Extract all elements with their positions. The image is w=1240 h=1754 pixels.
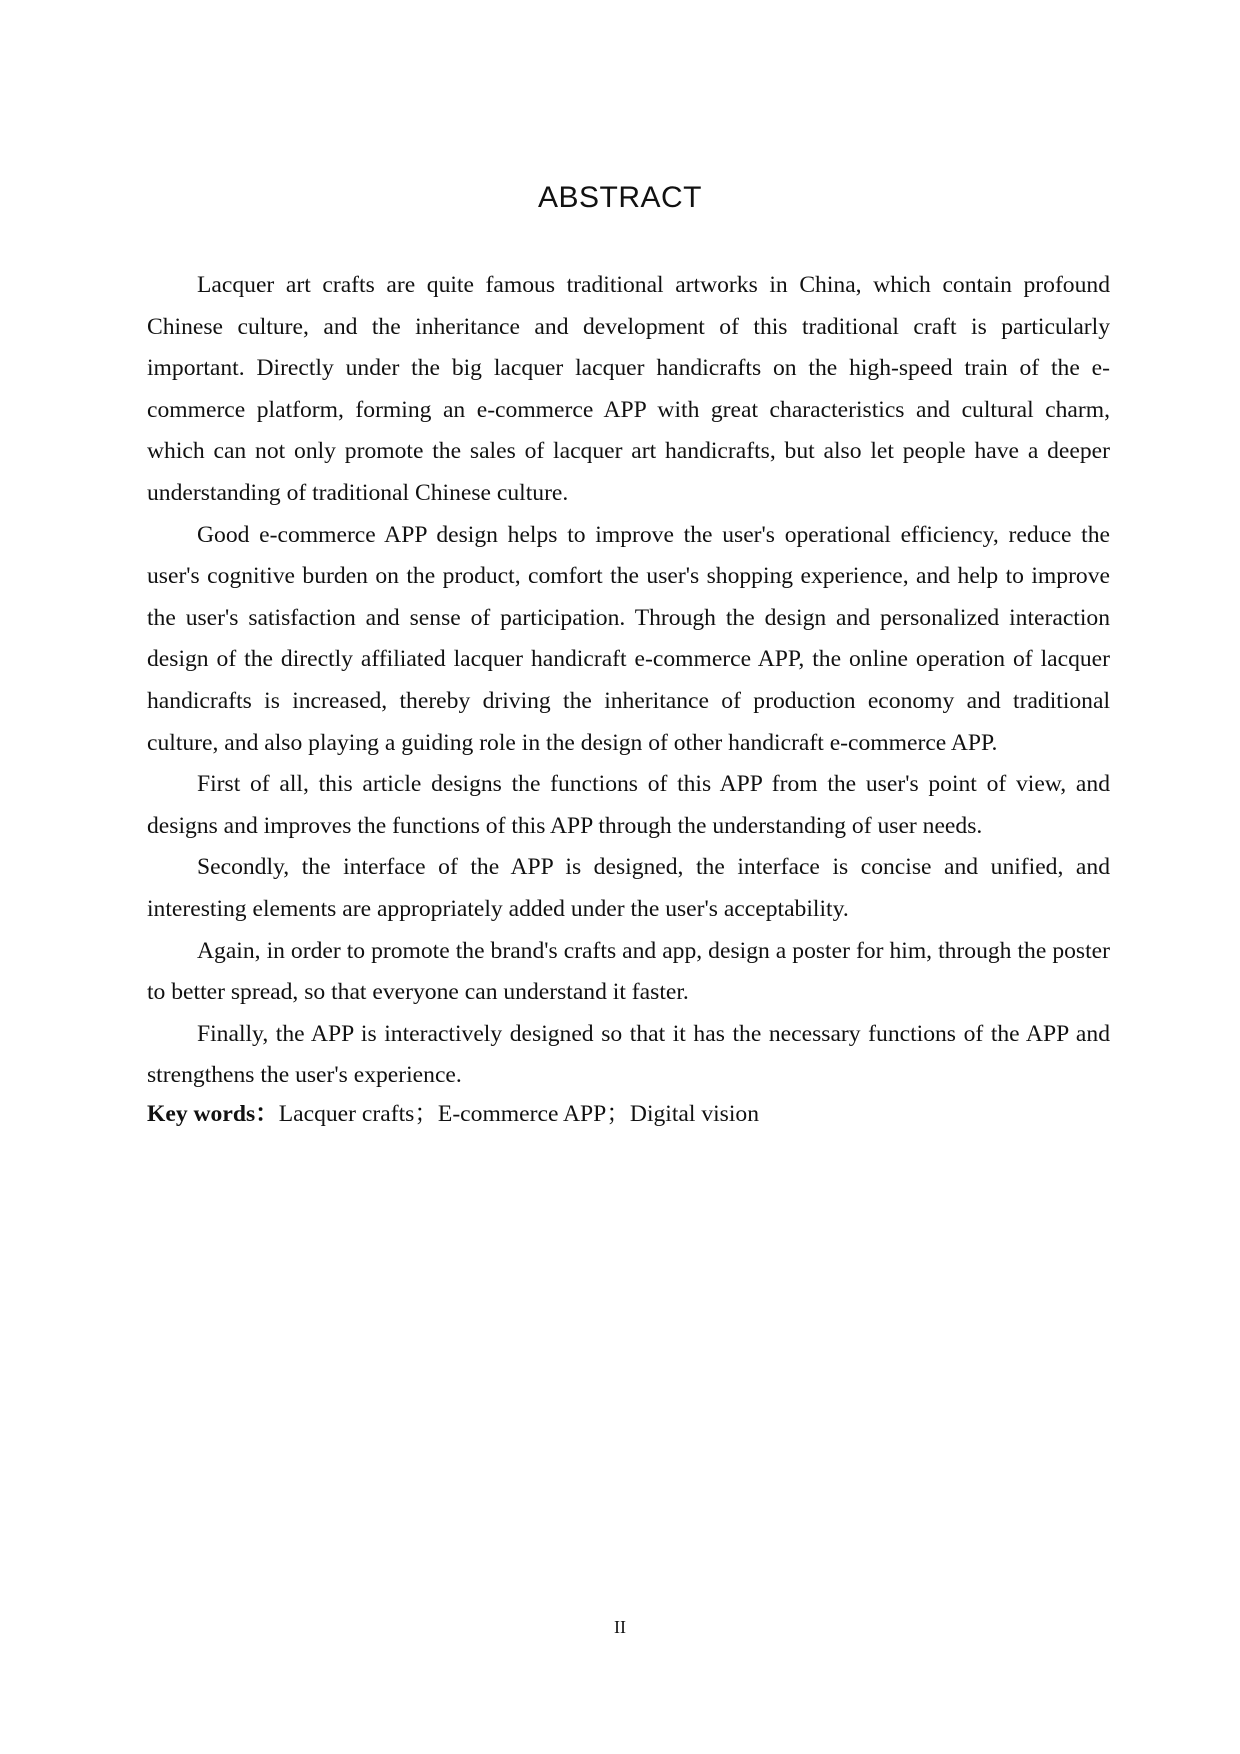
abstract-paragraph-1: Lacquer art crafts are quite famous traditional artworks in China, which contain profound Chinese culture, and the inheritance and development of this traditional craft is particularly important. Directly under the big lacquer lacquer handicrafts on the high-speed train of the e-commerce platform, forming an e-commerce APP with great characteristics and cultural charm, which can not only promote the sales of lacquer art handicrafts, but also let people have a deeper understanding of traditional Chinese culture. [147,272,1110,506]
keywords-label: Key words： [147,1100,279,1127]
keyword-item: Digital vision [629,1100,760,1127]
page-number: II [614,1617,626,1637]
keywords-line [147,1097,1110,1131]
keyword-item: E-commerce APP [437,1100,607,1127]
abstract-paragraph-4: Secondly, the interface of the APP is designed, the interface is concise and unified, and interesting elements are appropriately added under the user's acceptability. [147,854,1110,922]
abstract-paragraph-6: Finally, the APP is interactively designed so that it has the necessary functions of the APP and strengthens the user's experience. [147,1020,1110,1089]
keyword-item: Lacquer crafts [278,1100,415,1127]
abstract-body [147,265,1110,1131]
abstract-paragraph-3: First of all, this article designs the functions of this APP from the user's point of view, and designs and improves the functions of this APP through the understanding of user needs. [147,771,1110,839]
keyword-separator: ； [414,1100,438,1127]
abstract-paragraph-5: Again, in order to promote the brand's crafts and app, design a poster for him, through the poster to better spread, so that everyone can understand it faster. [147,937,1110,1006]
keyword-separator: ； [606,1100,630,1127]
abstract-paragraph-2: Good e-commerce APP design helps to improve the user's operational efficiency, reduce the user's cognitive burden on the product, comfort the user's shopping experience, and help to improve the user's satisfaction and sense of participation. Through the design and personalized interaction design of the directly affiliated lacquer handicraft e-commerce APP, the online operation of lacquer handicrafts is increased, thereby driving the inheritance of production economy and traditional culture, and also playing a guiding role in the design of other handicraft e-commerce APP. [147,521,1110,756]
abstract-title: ABSTRACT [537,181,703,214]
